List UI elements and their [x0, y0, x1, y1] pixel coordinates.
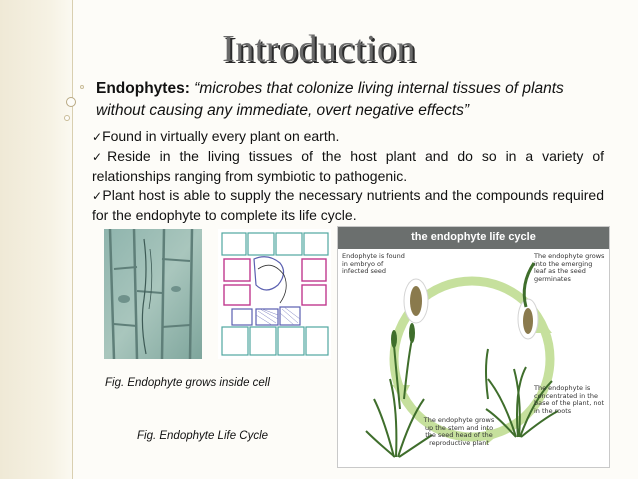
caption-cycle-figure: Fig. Endophyte Life Cycle [137, 430, 269, 442]
life-cycle-label: Endophyte is found in embryo of infected seed [342, 252, 405, 275]
left-bar-divider [72, 0, 73, 479]
slide-title: Introduction [222, 28, 416, 70]
micrograph-image [104, 229, 202, 359]
bullet-text: Found in virtually every plant on earth. [102, 128, 340, 144]
definition [96, 78, 616, 122]
definition-term: Endophytes: [96, 80, 190, 97]
decorative-circle [80, 85, 84, 89]
definition-text: “microbes that colonize living internal tissues of plants without causing any immediate, overt negative effects” [96, 80, 564, 119]
bullet-item [92, 127, 604, 147]
life-cycle-figure [337, 226, 610, 468]
caption-cell-figure: Fig. Endophyte grows inside cell [105, 377, 270, 389]
life-cycle-label: The endophyte grows into the emerging leaf as the seed germinates [534, 252, 605, 283]
check-icon: ✓ [92, 189, 103, 203]
bullet-item [92, 186, 604, 225]
left-decorative-bar [0, 0, 72, 479]
bullet-item [92, 147, 604, 186]
life-cycle-label: The endophyte is concentrated in the base of the plant, not in the roots [534, 384, 604, 415]
cell-diagram-image [218, 229, 331, 359]
life-cycle-title: the endophyte life cycle [411, 231, 536, 243]
check-icon: ✓ [92, 130, 103, 144]
bullet-text: Reside in the living tissues of the host plant and do so in a variety of relationships ranging from symbiotic to pathogenic. [92, 148, 604, 184]
check-icon: ✓ [92, 150, 108, 164]
decorative-circle [66, 97, 76, 107]
bullet-text: Plant host is able to supply the necessary nutrients and the compounds required for the endophyte to complete its life cycle. [92, 187, 604, 223]
decorative-circle [64, 115, 70, 121]
bullet-list [92, 127, 604, 225]
life-cycle-label: The endophyte grows up the stem and into the seed head of the reproductive plant [423, 416, 495, 447]
